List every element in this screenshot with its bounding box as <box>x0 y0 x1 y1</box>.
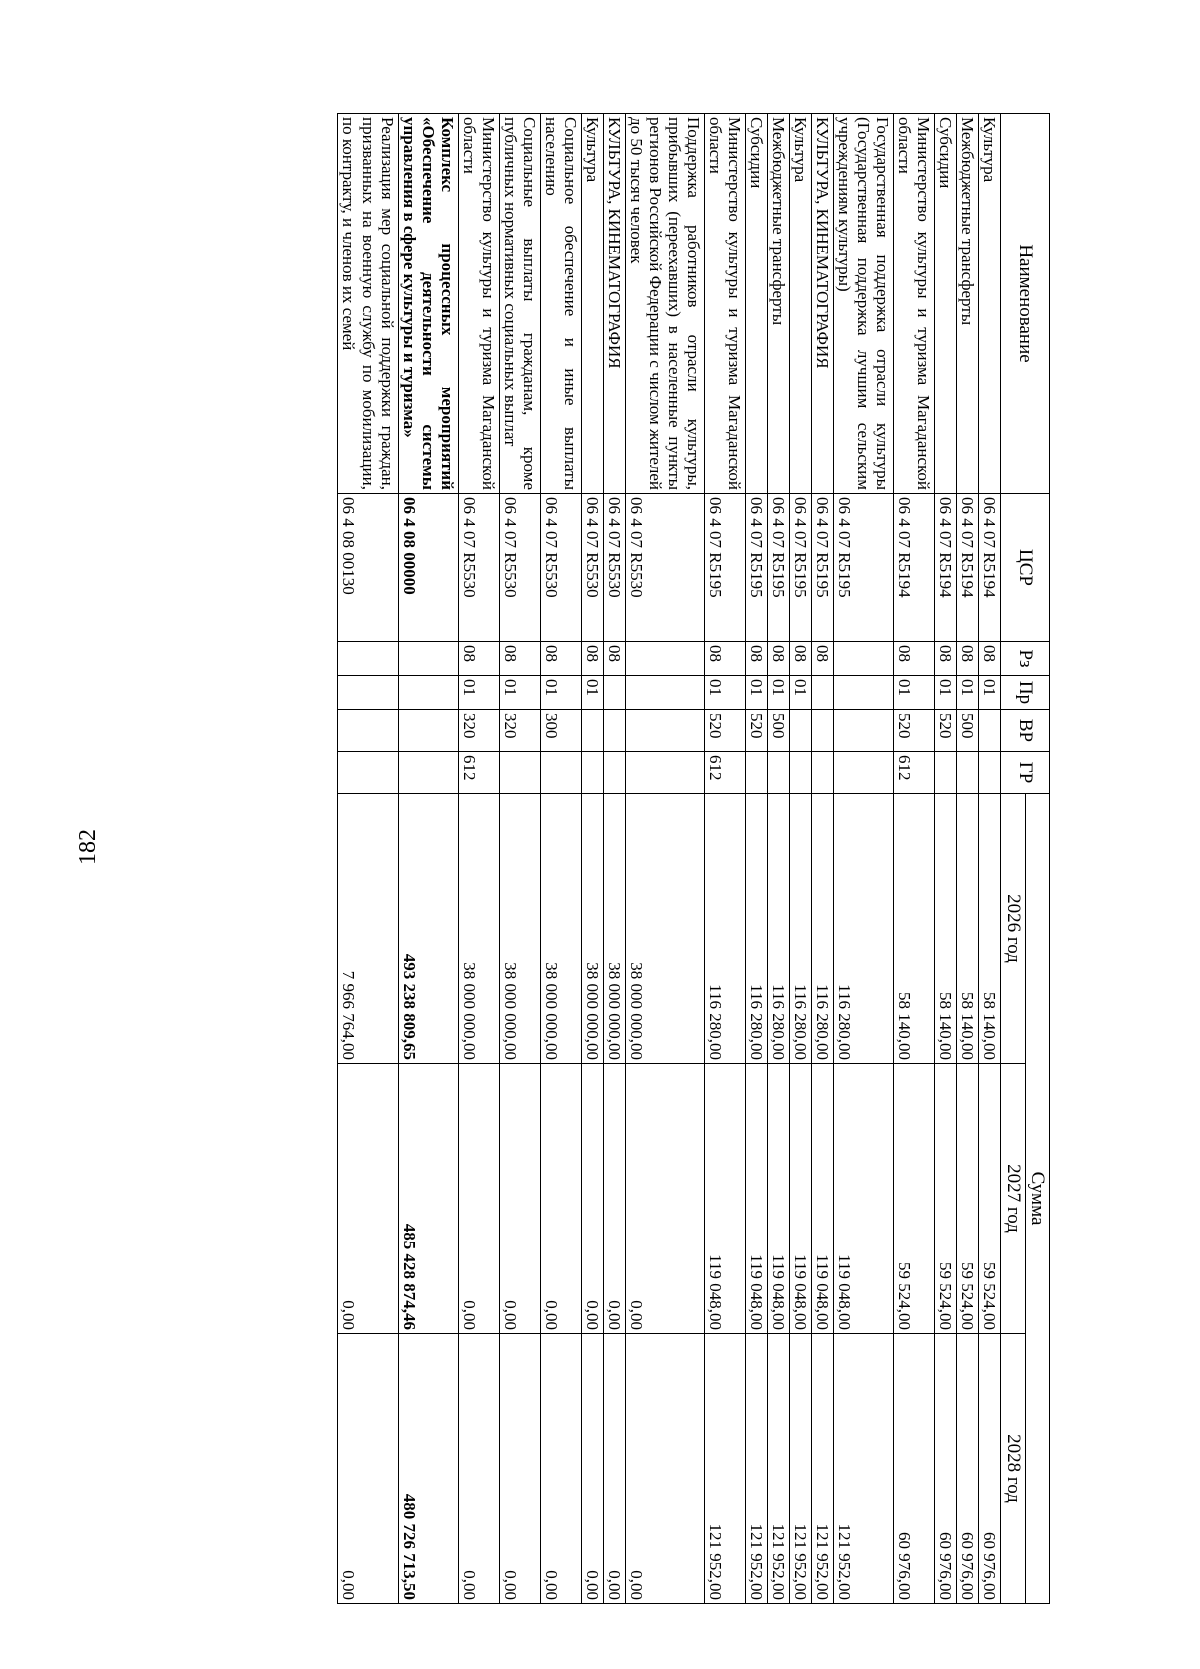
row-name-cell: Социальное обеспечение и иные выплаты населению <box>540 114 581 494</box>
row-csr-cell: 06 4 07 R5195 <box>746 494 768 642</box>
table-row <box>957 114 979 1604</box>
row-name-cell: Государственная поддержка отрасли культуры (Государственная поддержка лучшим сельским учреждениям культуры) <box>834 114 894 494</box>
row-rz-cell: 08 <box>581 642 603 676</box>
row-amount-2026: 7 966 764,00 <box>338 794 398 1064</box>
row-vr-cell <box>603 710 625 752</box>
row-vr-cell: 520 <box>894 710 935 752</box>
row-amount-2028: 0,00 <box>603 1334 625 1604</box>
row-rz-cell: 08 <box>979 642 1001 676</box>
row-gr-cell <box>398 752 458 794</box>
header-pr: Пр <box>1001 676 1050 710</box>
table-row <box>540 114 581 1604</box>
table-row <box>894 114 935 1604</box>
row-csr-cell: 06 4 07 R5194 <box>979 494 1001 642</box>
row-pr-cell: 01 <box>957 676 979 710</box>
row-csr-cell: 06 4 07 R5195 <box>705 494 746 642</box>
table-row <box>458 114 499 1604</box>
row-amount-2027: 0,00 <box>338 1064 398 1334</box>
row-pr-cell: 01 <box>894 676 935 710</box>
header-year-2026: 2026 год <box>1001 794 1025 1064</box>
row-amount-2027: 119 048,00 <box>768 1064 790 1334</box>
row-vr-cell <box>625 710 704 752</box>
table-row <box>746 114 768 1604</box>
row-rz-cell: 08 <box>957 642 979 676</box>
row-amount-2027: 59 524,00 <box>957 1064 979 1334</box>
row-name-cell: Межбюджетные трансферты <box>768 114 790 494</box>
row-gr-cell <box>768 752 790 794</box>
row-pr-cell: 01 <box>499 676 540 710</box>
budget-table <box>337 113 1050 1604</box>
row-rz-cell <box>338 642 398 676</box>
row-amount-2028: 121 952,00 <box>768 1334 790 1604</box>
row-csr-cell: 06 4 07 R5530 <box>540 494 581 642</box>
row-name-cell: Реализация мер социальной поддержки граждан, призванных на военную службу по мобилизации, по контракту, и членов их семей <box>338 114 398 494</box>
row-pr-cell: 01 <box>581 676 603 710</box>
row-rz-cell <box>625 642 704 676</box>
row-name-cell: Субсидии <box>935 114 957 494</box>
row-amount-2027: 119 048,00 <box>812 1064 834 1334</box>
row-amount-2027: 119 048,00 <box>705 1064 746 1334</box>
row-name-cell: Субсидии <box>746 114 768 494</box>
row-amount-2027: 0,00 <box>540 1064 581 1334</box>
row-vr-cell <box>338 710 398 752</box>
row-pr-cell <box>812 676 834 710</box>
row-amount-2027: 0,00 <box>625 1064 704 1334</box>
row-amount-2028: 60 976,00 <box>894 1334 935 1604</box>
header-gr: ГР <box>1001 752 1050 794</box>
row-pr-cell: 01 <box>458 676 499 710</box>
row-rz-cell: 08 <box>790 642 812 676</box>
table-row <box>705 114 746 1604</box>
row-amount-2028: 480 726 713,50 <box>398 1334 458 1604</box>
row-name-cell: КУЛЬТУРА, КИНЕМАТОГРАФИЯ <box>603 114 625 494</box>
row-amount-2028: 0,00 <box>581 1334 603 1604</box>
row-amount-2026: 38 000 000,00 <box>603 794 625 1064</box>
row-rz-cell: 08 <box>603 642 625 676</box>
row-amount-2026: 116 280,00 <box>705 794 746 1064</box>
row-csr-cell: 06 4 08 00000 <box>398 494 458 642</box>
row-pr-cell: 01 <box>746 676 768 710</box>
row-pr-cell <box>625 676 704 710</box>
row-amount-2027: 0,00 <box>603 1064 625 1334</box>
row-amount-2026: 116 280,00 <box>790 794 812 1064</box>
row-pr-cell <box>338 676 398 710</box>
rotated-budget-table <box>158 113 1050 1603</box>
row-name-cell: Поддержка работников отрасли культуры, прибывших (переехавших) в населенные пункты регионов Российской Федерации с числом жителей до 50 тысяч человек <box>625 114 704 494</box>
row-gr-cell <box>746 752 768 794</box>
row-amount-2026: 58 140,00 <box>957 794 979 1064</box>
row-amount-2026: 58 140,00 <box>935 794 957 1064</box>
header-year-2027: 2027 год <box>1001 1064 1025 1334</box>
row-amount-2026: 116 280,00 <box>812 794 834 1064</box>
row-vr-cell <box>398 710 458 752</box>
header-year-2028: 2028 год <box>1001 1334 1025 1604</box>
row-csr-cell: 06 4 07 R5195 <box>834 494 894 642</box>
row-pr-cell <box>834 676 894 710</box>
row-name-cell: Министерство культуры и туризма Магаданской области <box>705 114 746 494</box>
row-gr-cell: 612 <box>705 752 746 794</box>
row-pr-cell: 01 <box>935 676 957 710</box>
row-amount-2027: 119 048,00 <box>746 1064 768 1334</box>
table-row <box>812 114 834 1604</box>
row-vr-cell: 520 <box>705 710 746 752</box>
row-amount-2028: 121 952,00 <box>812 1334 834 1604</box>
row-amount-2028: 0,00 <box>625 1334 704 1604</box>
row-csr-cell: 06 4 07 R5530 <box>458 494 499 642</box>
row-vr-cell <box>834 710 894 752</box>
row-gr-cell <box>790 752 812 794</box>
row-amount-2027: 59 524,00 <box>935 1064 957 1334</box>
row-csr-cell: 06 4 07 R5530 <box>581 494 603 642</box>
table-row <box>768 114 790 1604</box>
row-vr-cell <box>812 710 834 752</box>
row-name-cell: Культура <box>581 114 603 494</box>
row-amount-2026: 38 000 000,00 <box>540 794 581 1064</box>
row-amount-2026: 493 238 809,65 <box>398 794 458 1064</box>
row-rz-cell: 08 <box>499 642 540 676</box>
row-gr-cell: 612 <box>894 752 935 794</box>
row-pr-cell: 01 <box>705 676 746 710</box>
row-gr-cell <box>338 752 398 794</box>
row-rz-cell: 08 <box>705 642 746 676</box>
table-row <box>935 114 957 1604</box>
row-amount-2027: 59 524,00 <box>979 1064 1001 1334</box>
table-row <box>581 114 603 1604</box>
row-vr-cell <box>581 710 603 752</box>
row-amount-2027: 119 048,00 <box>834 1064 894 1334</box>
row-amount-2027: 119 048,00 <box>790 1064 812 1334</box>
row-gr-cell <box>603 752 625 794</box>
row-csr-cell: 06 4 08 00130 <box>338 494 398 642</box>
row-pr-cell <box>398 676 458 710</box>
row-rz-cell: 08 <box>894 642 935 676</box>
row-csr-cell: 06 4 07 R5195 <box>790 494 812 642</box>
row-rz-cell <box>834 642 894 676</box>
row-vr-cell: 520 <box>935 710 957 752</box>
row-amount-2028: 121 952,00 <box>790 1334 812 1604</box>
row-vr-cell: 320 <box>458 710 499 752</box>
row-csr-cell: 06 4 07 R5194 <box>957 494 979 642</box>
row-csr-cell: 06 4 07 R5195 <box>768 494 790 642</box>
row-vr-cell <box>979 710 1001 752</box>
header-name: Наименование <box>1001 114 1050 494</box>
row-vr-cell <box>790 710 812 752</box>
row-csr-cell: 06 4 07 R5194 <box>935 494 957 642</box>
row-rz-cell: 08 <box>458 642 499 676</box>
row-gr-cell <box>540 752 581 794</box>
row-pr-cell <box>603 676 625 710</box>
row-amount-2026: 38 000 000,00 <box>458 794 499 1064</box>
row-vr-cell: 320 <box>499 710 540 752</box>
row-amount-2026: 116 280,00 <box>834 794 894 1064</box>
row-rz-cell: 08 <box>768 642 790 676</box>
row-amount-2028: 121 952,00 <box>746 1334 768 1604</box>
row-amount-2027: 59 524,00 <box>894 1064 935 1334</box>
row-amount-2028: 60 976,00 <box>935 1334 957 1604</box>
row-gr-cell: 612 <box>458 752 499 794</box>
row-gr-cell <box>625 752 704 794</box>
row-amount-2028: 0,00 <box>338 1334 398 1604</box>
row-amount-2027: 0,00 <box>499 1064 540 1334</box>
row-csr-cell: 06 4 07 R5530 <box>499 494 540 642</box>
header-csr: ЦСР <box>1001 494 1050 642</box>
table-row <box>834 114 894 1604</box>
row-amount-2028: 0,00 <box>499 1334 540 1604</box>
row-amount-2027: 0,00 <box>581 1064 603 1334</box>
row-amount-2028: 60 976,00 <box>957 1334 979 1604</box>
header-sum: Сумма <box>1025 794 1049 1604</box>
row-pr-cell: 01 <box>790 676 812 710</box>
row-amount-2028: 60 976,00 <box>979 1334 1001 1604</box>
table-row <box>499 114 540 1604</box>
table-row <box>398 114 458 1604</box>
table-row <box>790 114 812 1604</box>
row-gr-cell <box>957 752 979 794</box>
row-pr-cell: 01 <box>979 676 1001 710</box>
row-amount-2026: 38 000 000,00 <box>499 794 540 1064</box>
header-vr: ВР <box>1001 710 1050 752</box>
row-gr-cell <box>935 752 957 794</box>
row-amount-2027: 0,00 <box>458 1064 499 1334</box>
row-amount-2026: 38 000 000,00 <box>625 794 704 1064</box>
row-name-cell: Социальные выплаты гражданам, кроме публичных нормативных социальных выплат <box>499 114 540 494</box>
row-pr-cell: 01 <box>540 676 581 710</box>
page-number: 182 <box>75 829 101 865</box>
table-row <box>603 114 625 1604</box>
row-amount-2028: 121 952,00 <box>705 1334 746 1604</box>
row-name-cell: Комплекс процессных мероприятий «Обеспечение деятельности системы управления в сфере культуры и туризма» <box>398 114 458 494</box>
row-amount-2026: 116 280,00 <box>746 794 768 1064</box>
table-body <box>338 114 1001 1604</box>
row-amount-2026: 38 000 000,00 <box>581 794 603 1064</box>
row-amount-2026: 116 280,00 <box>768 794 790 1064</box>
row-amount-2026: 58 140,00 <box>979 794 1001 1064</box>
row-amount-2028: 0,00 <box>458 1334 499 1604</box>
row-rz-cell <box>398 642 458 676</box>
table-row <box>979 114 1001 1604</box>
header-rz: Рз <box>1001 642 1050 676</box>
row-name-cell: Межбюджетные трансферты <box>957 114 979 494</box>
row-name-cell: Министерство культуры и туризма Магаданской области <box>458 114 499 494</box>
row-rz-cell: 08 <box>935 642 957 676</box>
row-csr-cell: 06 4 07 R5194 <box>894 494 935 642</box>
row-gr-cell <box>812 752 834 794</box>
row-name-cell: Культура <box>790 114 812 494</box>
row-rz-cell: 08 <box>540 642 581 676</box>
row-gr-cell <box>979 752 1001 794</box>
row-csr-cell: 06 4 07 R5530 <box>603 494 625 642</box>
row-name-cell: Культура <box>979 114 1001 494</box>
row-csr-cell: 06 4 07 R5195 <box>812 494 834 642</box>
row-gr-cell <box>499 752 540 794</box>
row-gr-cell <box>834 752 894 794</box>
row-name-cell: Министерство культуры и туризма Магаданской области <box>894 114 935 494</box>
row-gr-cell <box>581 752 603 794</box>
row-amount-2028: 0,00 <box>540 1334 581 1604</box>
row-vr-cell: 520 <box>746 710 768 752</box>
row-vr-cell: 500 <box>957 710 979 752</box>
row-amount-2026: 58 140,00 <box>894 794 935 1064</box>
row-vr-cell: 300 <box>540 710 581 752</box>
row-amount-2027: 485 428 874,46 <box>398 1064 458 1334</box>
row-pr-cell: 01 <box>768 676 790 710</box>
table-row <box>338 114 398 1604</box>
row-vr-cell: 500 <box>768 710 790 752</box>
row-name-cell: КУЛЬТУРА, КИНЕМАТОГРАФИЯ <box>812 114 834 494</box>
row-rz-cell: 08 <box>812 642 834 676</box>
row-rz-cell: 08 <box>746 642 768 676</box>
table-header <box>1001 114 1050 1604</box>
row-csr-cell: 06 4 07 R5530 <box>625 494 704 642</box>
table-row <box>625 114 704 1604</box>
row-amount-2028: 121 952,00 <box>834 1334 894 1604</box>
